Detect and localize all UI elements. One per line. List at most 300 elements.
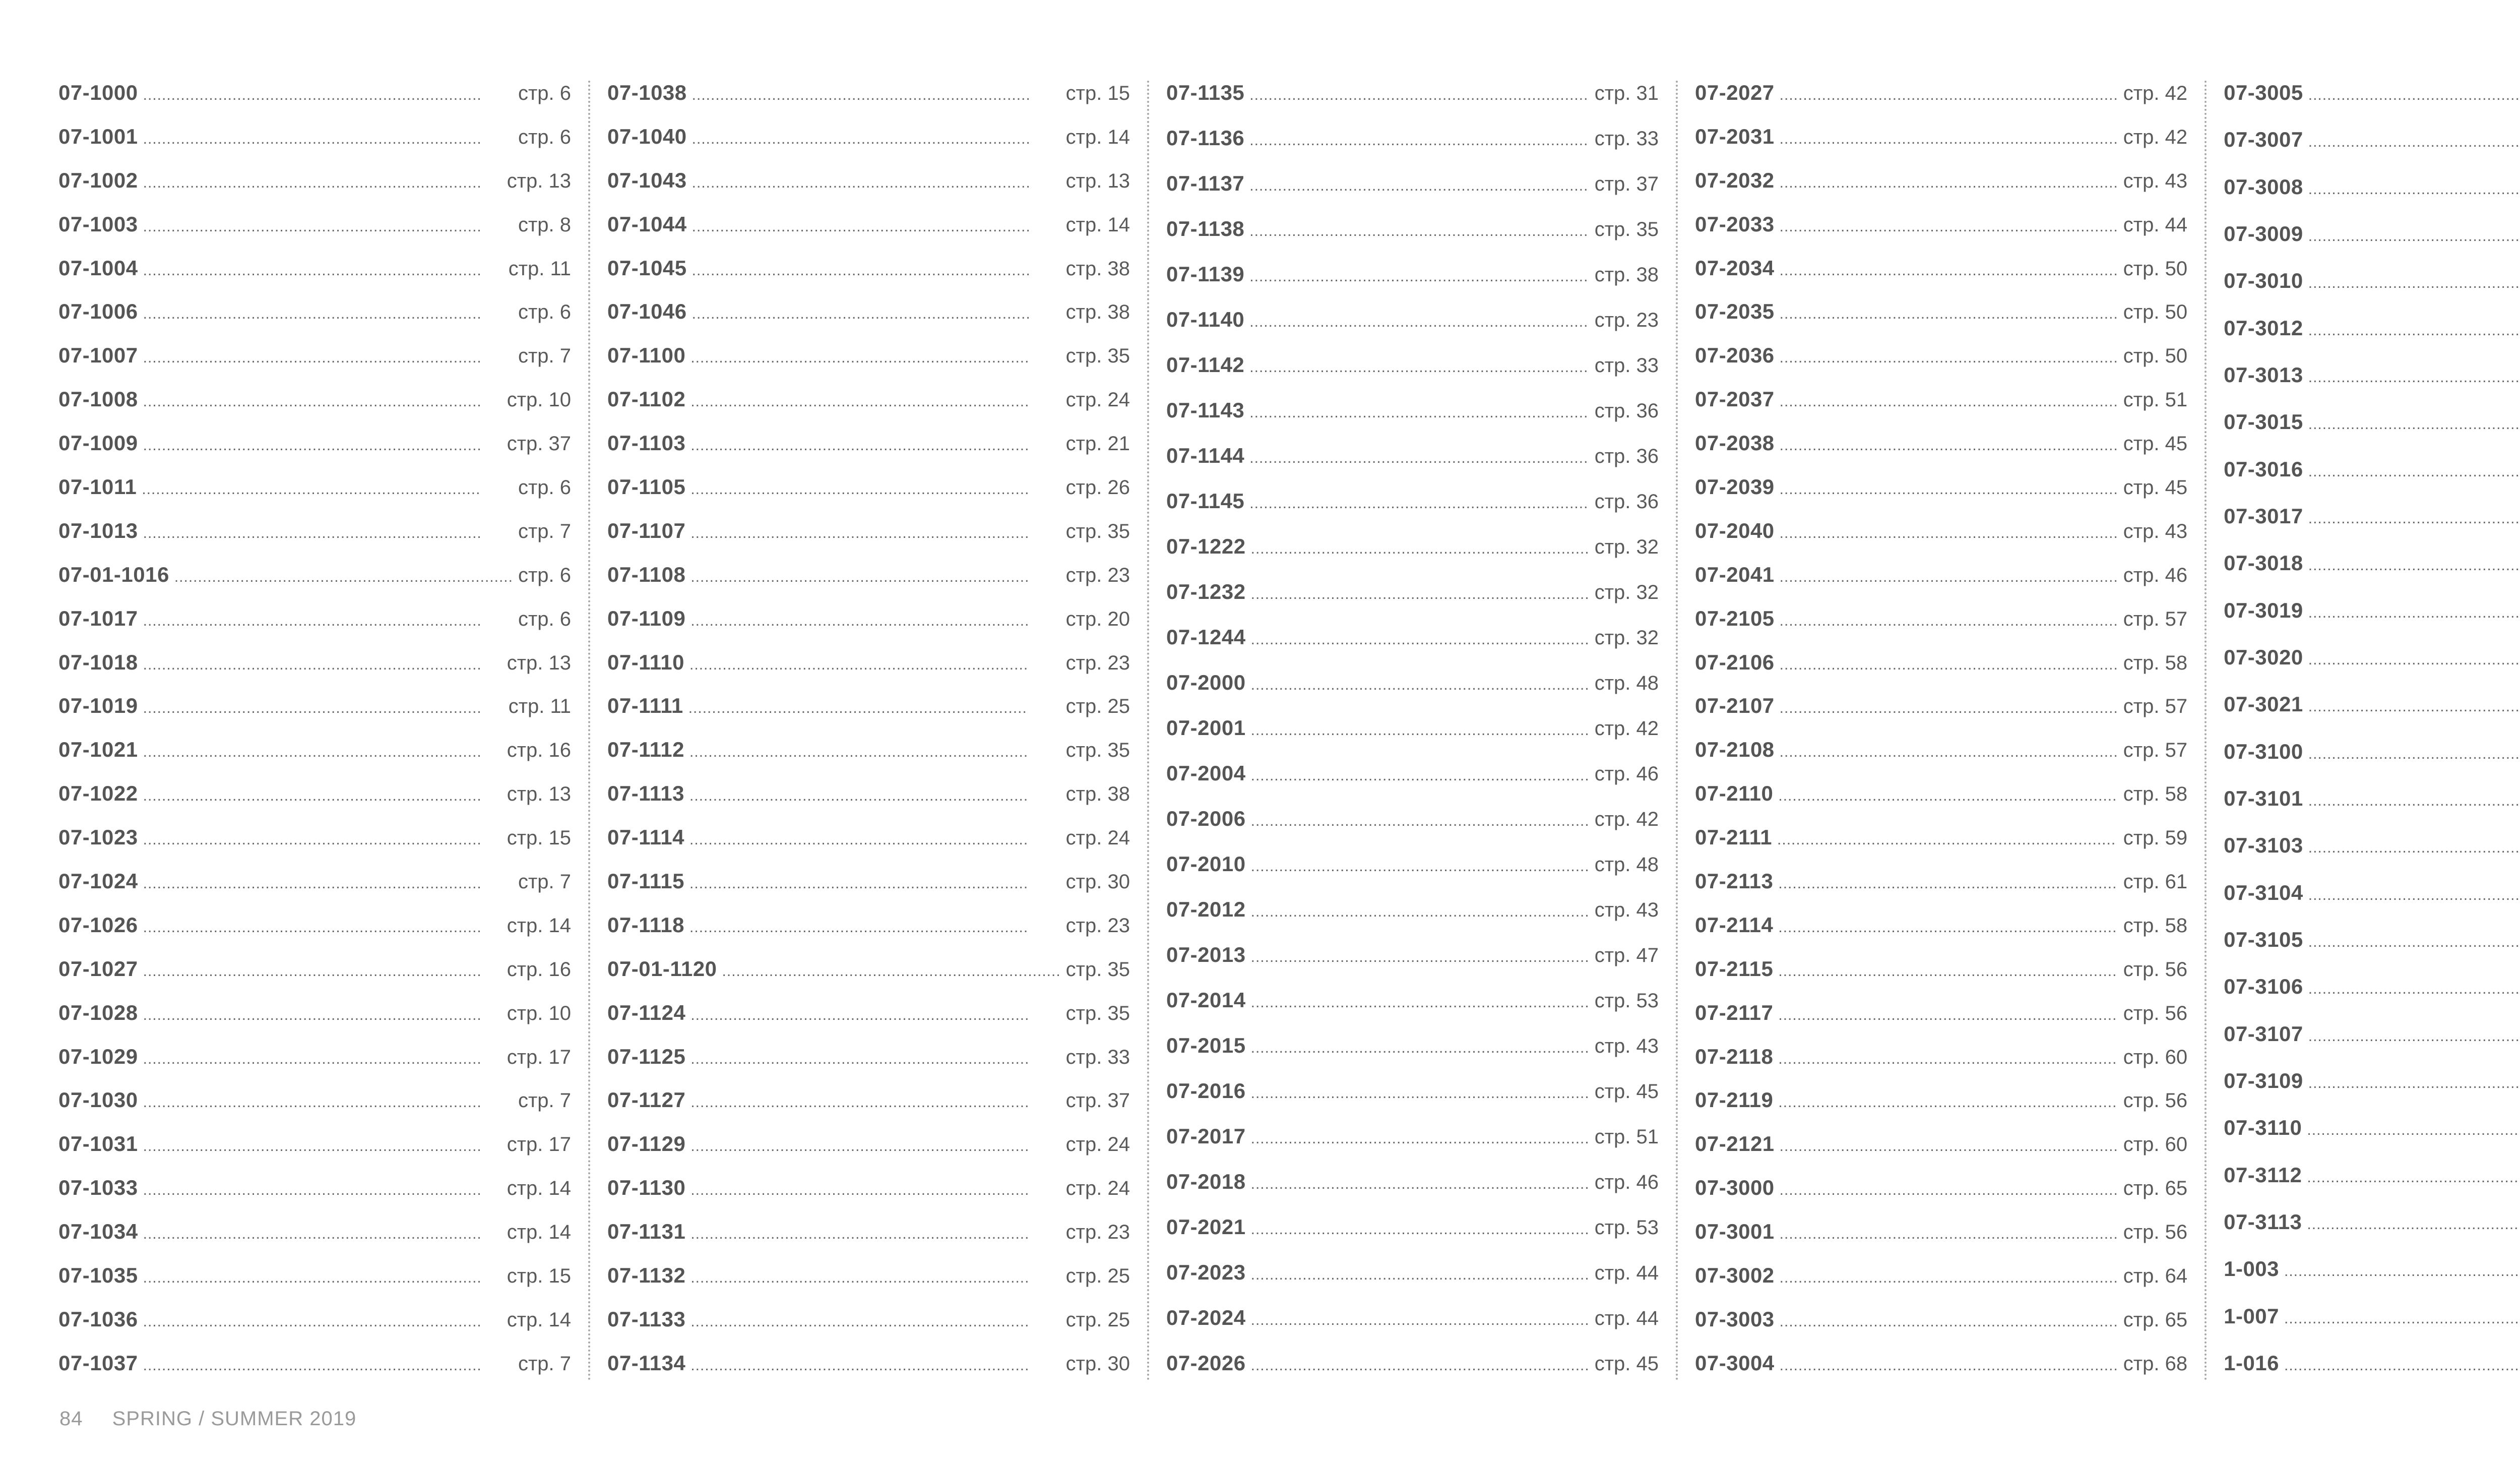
page-reference: стр. 35 <box>1065 345 1130 368</box>
article-code: 07-3105 <box>2224 927 2303 951</box>
dot-leader <box>690 1007 1060 1024</box>
page-reference: стр. 50 <box>2123 301 2188 324</box>
index-entry <box>1695 563 2187 593</box>
dot-leader <box>143 963 502 980</box>
page-reference: стр. 44 <box>1594 1307 1659 1329</box>
dot-leader <box>2308 463 2520 480</box>
dot-leader <box>143 700 503 717</box>
article-code: 07-1103 <box>607 431 686 455</box>
page-reference: стр. 24 <box>1065 1177 1130 1200</box>
article-code: 07-3007 <box>2224 128 2303 152</box>
dot-leader <box>1249 314 1589 331</box>
page-reference: стр. 14 <box>507 1177 572 1200</box>
page-reference: стр. 53 <box>1594 990 1659 1012</box>
article-code: 07-2006 <box>1166 807 1246 830</box>
page-reference: стр. 7 <box>518 1352 572 1375</box>
page-reference: стр. 38 <box>1065 783 1130 806</box>
article-code: 07-2010 <box>1166 852 1246 876</box>
index-entry <box>2224 740 2520 770</box>
index-entry <box>58 519 571 549</box>
dot-leader <box>2307 1122 2520 1139</box>
dot-leader <box>1251 994 1590 1011</box>
index-entry <box>1695 957 2187 987</box>
dot-leader <box>1249 404 1589 421</box>
dot-leader <box>1251 1266 1590 1284</box>
dot-leader <box>2308 839 2520 857</box>
index-entry <box>1166 1215 1659 1245</box>
page-reference: стр. 23 <box>1065 564 1130 586</box>
dot-leader <box>1780 656 2118 674</box>
article-code: 07-3110 <box>2224 1116 2302 1140</box>
index-entry <box>1695 1132 2187 1162</box>
index-entry <box>1166 171 1659 202</box>
page-reference: стр. 65 <box>2123 1308 2188 1331</box>
dot-leader <box>1777 831 2118 848</box>
page-reference: стр. 60 <box>2123 1133 2188 1156</box>
index-entry <box>1695 1088 2187 1118</box>
index-entry <box>2224 975 2520 1005</box>
dot-leader <box>1778 787 2118 805</box>
index-column <box>1676 81 2204 1381</box>
index-entry <box>607 212 1130 242</box>
dot-leader <box>1780 700 2118 717</box>
dot-leader <box>1251 1130 1590 1147</box>
index-column <box>58 81 588 1381</box>
article-code: 07-2000 <box>1166 671 1246 694</box>
dot-leader <box>1249 495 1589 512</box>
dot-leader <box>143 525 513 542</box>
article-code: 07-3019 <box>2224 598 2303 622</box>
article-code: 07-1011 <box>58 475 137 499</box>
page-reference: стр. 26 <box>1065 476 1130 499</box>
index-entry <box>58 256 571 286</box>
page-reference: стр. 64 <box>2123 1265 2188 1288</box>
article-code: 07-2113 <box>1695 869 1774 893</box>
dot-leader <box>1249 359 1589 376</box>
dot-leader <box>143 919 502 936</box>
article-code: 07-1024 <box>58 869 138 893</box>
article-code: 07-1134 <box>607 1351 686 1375</box>
index-entry <box>607 650 1130 681</box>
page-reference: стр. 23 <box>1594 309 1659 331</box>
page-reference: стр. 56 <box>2123 1089 2188 1112</box>
page-reference: стр. 15 <box>1065 82 1130 104</box>
dot-leader <box>2308 746 2520 763</box>
dot-leader <box>1251 1085 1590 1102</box>
index-entry <box>607 1263 1130 1294</box>
index-entry <box>1166 852 1659 882</box>
article-code: 07-1037 <box>58 1351 138 1375</box>
article-code: 07-2035 <box>1695 299 1775 324</box>
article-code: 07-3002 <box>1695 1263 1775 1288</box>
page-reference: стр. 57 <box>2123 695 2188 718</box>
dot-leader <box>143 1051 502 1068</box>
page-reference: стр. 20 <box>1065 607 1130 630</box>
dot-leader <box>2308 275 2520 292</box>
article-code: 07-1031 <box>58 1132 138 1156</box>
dot-leader <box>143 1094 513 1111</box>
article-code: 07-1112 <box>607 738 685 762</box>
page-reference: стр. 56 <box>2123 958 2188 981</box>
index-entry <box>1166 126 1659 156</box>
dot-leader <box>1780 306 2118 323</box>
dot-leader <box>1251 767 1590 784</box>
article-code: 07-2117 <box>1695 1000 1774 1024</box>
index-entry <box>58 343 571 374</box>
article-code: 07-3016 <box>2224 457 2303 481</box>
page-reference: стр. 42 <box>1594 717 1659 740</box>
article-code: 07-2106 <box>1695 650 1775 674</box>
page-reference: стр. 6 <box>518 82 572 104</box>
dot-leader <box>690 1313 1060 1330</box>
article-code: 07-1111 <box>607 694 683 718</box>
page-reference: стр. 45 <box>2123 476 2188 499</box>
page-reference: стр. 6 <box>518 607 572 630</box>
article-code: 07-2038 <box>1695 431 1775 455</box>
article-code: 07-1132 <box>607 1263 686 1288</box>
page-reference: стр. 46 <box>1594 763 1659 785</box>
index-entry <box>58 168 571 199</box>
dot-leader <box>1778 919 2118 936</box>
article-code: 07-3003 <box>1695 1307 1775 1331</box>
article-code: 07-2037 <box>1695 387 1775 411</box>
article-code: 07-2118 <box>1695 1044 1774 1068</box>
index-entry <box>2224 1069 2520 1099</box>
page-reference: стр. 33 <box>1594 128 1659 150</box>
page-reference: стр. 60 <box>2123 1046 2188 1068</box>
dot-leader <box>690 393 1060 410</box>
dot-leader <box>690 1269 1060 1287</box>
page-reference: стр. 48 <box>1594 854 1659 876</box>
product-index <box>58 81 2303 1381</box>
index-entry <box>58 825 571 856</box>
dot-leader <box>1780 744 2118 761</box>
article-code: 07-1113 <box>607 781 685 806</box>
index-entry <box>58 1132 571 1162</box>
index-column <box>2204 81 2520 1381</box>
article-code: 07-2017 <box>1166 1124 1246 1148</box>
page-reference: стр. 14 <box>507 914 572 937</box>
page-reference: стр. 37 <box>1065 1089 1130 1112</box>
page-reference: стр. 30 <box>1065 1352 1130 1375</box>
index-entry <box>1695 475 2187 505</box>
article-code: 07-2016 <box>1166 1079 1246 1103</box>
dot-leader <box>1780 525 2118 542</box>
page-reference: стр. 7 <box>518 1089 572 1112</box>
catalog-title: SPRING / SUMMER 2019 <box>112 1408 357 1430</box>
page-reference: стр. 15 <box>507 827 572 849</box>
page-reference: стр. 32 <box>1594 536 1659 558</box>
page-reference: стр. 45 <box>1594 1353 1659 1375</box>
article-code: 07-1244 <box>1166 625 1246 649</box>
index-entry <box>607 299 1130 330</box>
article-code: 07-3015 <box>2224 410 2303 434</box>
dot-leader <box>690 1226 1060 1243</box>
dot-leader <box>2308 87 2520 104</box>
page-reference: стр. 7 <box>518 345 572 368</box>
page-reference: стр. 35 <box>1065 520 1130 542</box>
article-code: 07-2031 <box>1695 124 1775 148</box>
article-code: 07-1135 <box>1166 81 1245 104</box>
dot-leader <box>692 262 1061 279</box>
article-code: 07-1043 <box>607 168 687 192</box>
page-reference: стр. 14 <box>1065 213 1130 236</box>
dot-leader <box>143 875 513 892</box>
article-code: 07-2041 <box>1695 562 1775 586</box>
dot-leader <box>1780 87 2118 104</box>
index-entry <box>1695 343 2187 374</box>
page-reference: стр. 13 <box>507 783 572 806</box>
index-entry <box>1166 943 1659 973</box>
article-code: 07-3113 <box>2224 1209 2302 1234</box>
index-entry <box>58 563 571 593</box>
dot-leader <box>2308 369 2520 386</box>
page-reference: стр. 43 <box>2123 520 2188 542</box>
article-code: 07-1004 <box>58 256 138 280</box>
page-reference: стр. 13 <box>507 651 572 674</box>
article-code: 07-1100 <box>607 343 686 368</box>
index-entry <box>607 738 1130 768</box>
index-entry <box>1695 825 2187 856</box>
page-reference: стр. 42 <box>1594 808 1659 830</box>
page-reference: стр. 32 <box>1594 581 1659 603</box>
index-entry <box>2224 1022 2520 1052</box>
dot-leader <box>143 174 502 192</box>
index-entry <box>607 1132 1130 1162</box>
index-entry <box>1166 1260 1659 1291</box>
index-entry <box>1166 807 1659 837</box>
dot-leader <box>142 481 513 498</box>
dot-leader <box>692 306 1061 323</box>
page-reference: стр. 53 <box>1594 1217 1659 1239</box>
index-entry <box>607 825 1130 856</box>
index-entry <box>2224 410 2520 440</box>
index-entry <box>2224 645 2520 676</box>
dot-leader <box>1780 1138 2118 1155</box>
article-code: 07-1137 <box>1166 171 1245 195</box>
page-reference: стр. 11 <box>508 257 572 280</box>
index-entry <box>2224 457 2520 488</box>
dot-leader <box>2284 1263 2520 1280</box>
article-code: 07-3106 <box>2224 975 2303 999</box>
dot-leader <box>143 1007 502 1024</box>
index-entry <box>58 650 571 681</box>
page-reference: стр. 45 <box>2123 433 2188 455</box>
index-entry <box>58 1176 571 1206</box>
dot-leader <box>722 963 1061 980</box>
page-reference: стр. 43 <box>1594 1035 1659 1057</box>
dot-leader <box>2308 416 2520 433</box>
dot-leader <box>1778 1007 2118 1024</box>
article-code: 07-1026 <box>58 913 138 937</box>
index-entry <box>1166 489 1659 519</box>
article-code: 07-1003 <box>58 212 138 236</box>
article-code: 07-1002 <box>58 168 138 192</box>
article-code: 07-1022 <box>58 781 138 806</box>
dot-leader <box>2308 228 2520 245</box>
dot-leader <box>143 1226 502 1243</box>
dot-leader <box>1778 1094 2118 1111</box>
index-entry <box>607 387 1130 417</box>
article-code: 07-3101 <box>2224 786 2303 810</box>
index-entry <box>58 1001 571 1031</box>
index-entry <box>1166 534 1659 565</box>
page-reference: стр. 23 <box>1065 1221 1130 1244</box>
page-reference: стр. 59 <box>2123 827 2188 849</box>
page-reference: стр. 6 <box>518 126 572 148</box>
index-entry <box>1166 625 1659 655</box>
index-entry <box>1166 897 1659 928</box>
index-entry <box>607 519 1130 549</box>
article-code: 07-2036 <box>1695 343 1775 368</box>
page-reference: стр. 10 <box>507 1002 572 1024</box>
article-code: 07-1115 <box>607 869 685 893</box>
dot-leader <box>143 393 502 410</box>
index-entry <box>2224 504 2520 534</box>
page-reference: стр. 38 <box>1065 257 1130 280</box>
dot-leader <box>1780 1226 2118 1243</box>
index-entry <box>2224 1257 2520 1287</box>
index-entry <box>607 81 1130 111</box>
index-entry <box>58 1045 571 1075</box>
dot-leader <box>1249 132 1589 149</box>
article-code: 07-2107 <box>1695 694 1775 718</box>
dot-leader <box>1251 1221 1590 1238</box>
page-reference: стр. 35 <box>1594 218 1659 240</box>
page-reference: стр. 38 <box>1594 264 1659 286</box>
article-code: 07-2012 <box>1166 897 1246 921</box>
index-entry <box>1166 1034 1659 1064</box>
index-entry <box>58 1088 571 1118</box>
index-entry <box>1695 125 2187 155</box>
article-code: 07-1046 <box>607 299 687 324</box>
index-entry <box>607 1176 1130 1206</box>
index-entry <box>1695 694 2187 724</box>
article-code: 07-2013 <box>1166 943 1246 966</box>
page-reference: стр. 33 <box>1065 1046 1130 1068</box>
dot-leader <box>688 700 1061 717</box>
index-entry <box>1695 606 2187 637</box>
index-entry <box>58 81 571 111</box>
article-code: 07-2108 <box>1695 738 1775 762</box>
page-reference: стр. 48 <box>1594 672 1659 694</box>
article-code: 07-1018 <box>58 650 138 674</box>
index-entry <box>2224 833 2520 864</box>
article-code: 07-1144 <box>1166 444 1245 467</box>
article-code: 07-1133 <box>607 1307 686 1331</box>
article-code: 07-3009 <box>2224 221 2303 246</box>
article-code: 07-2014 <box>1166 988 1246 1012</box>
index-entry <box>1695 81 2187 111</box>
index-entry <box>2224 786 2520 817</box>
article-code: 07-1029 <box>58 1044 138 1068</box>
index-entry <box>1166 716 1659 746</box>
page-reference: стр. 6 <box>518 564 572 586</box>
page-reference: стр. 16 <box>507 958 572 981</box>
page-reference: стр. 25 <box>1065 1265 1130 1288</box>
page-footer <box>59 1408 356 1430</box>
article-code: 07-1008 <box>58 387 138 411</box>
dot-leader <box>1251 1040 1590 1057</box>
dot-leader <box>2308 604 2520 622</box>
index-entry <box>607 913 1130 943</box>
index-entry <box>58 125 571 155</box>
dot-leader <box>690 1182 1060 1199</box>
index-entry <box>2224 269 2520 299</box>
article-code: 07-1222 <box>1166 534 1246 558</box>
page-reference: стр. 51 <box>2123 389 2188 411</box>
article-code: 07-1102 <box>607 387 686 411</box>
index-entry <box>1166 308 1659 338</box>
article-code: 1-007 <box>2224 1304 2280 1328</box>
article-code: 07-1021 <box>58 738 138 762</box>
index-entry <box>1695 1307 2187 1338</box>
page-reference: стр. 30 <box>1065 871 1130 893</box>
index-entry <box>1695 1001 2187 1031</box>
article-code: 07-1017 <box>58 606 138 630</box>
page-reference: стр. 24 <box>1065 827 1130 849</box>
index-entry <box>2224 222 2520 252</box>
index-entry <box>2224 175 2520 205</box>
article-code: 07-1013 <box>58 518 138 542</box>
index-entry <box>58 1220 571 1250</box>
dot-leader <box>690 349 1060 367</box>
dot-leader <box>143 831 502 848</box>
index-entry <box>607 1088 1130 1118</box>
index-entry <box>58 694 571 724</box>
article-code: 07-3103 <box>2224 833 2303 858</box>
article-code: 07-3010 <box>2224 269 2303 293</box>
page-reference: стр. 38 <box>1065 301 1130 324</box>
article-code: 07-1006 <box>58 299 138 324</box>
article-code: 07-3020 <box>2224 645 2303 669</box>
index-entry <box>2224 1210 2520 1240</box>
dot-leader <box>1780 131 2118 148</box>
index-entry <box>1166 1351 1659 1381</box>
index-entry <box>58 1351 571 1381</box>
page-reference: стр. 24 <box>1065 1133 1130 1156</box>
dot-leader <box>174 569 513 586</box>
dot-leader <box>690 1094 1060 1111</box>
index-entry <box>58 475 571 505</box>
article-code: 07-2027 <box>1695 81 1775 104</box>
article-code: 07-1105 <box>607 475 686 499</box>
page-reference: стр. 43 <box>1594 899 1659 921</box>
page-reference: стр. 25 <box>1065 1308 1130 1331</box>
dot-leader <box>2308 981 2520 998</box>
article-code: 07-1138 <box>1166 217 1245 240</box>
index-entry <box>1695 256 2187 286</box>
dot-leader <box>1251 1176 1590 1193</box>
index-entry <box>2224 551 2520 581</box>
article-code: 07-1028 <box>58 1000 138 1024</box>
article-code: 07-1129 <box>607 1132 686 1156</box>
article-code: 07-3109 <box>2224 1068 2303 1092</box>
dot-leader <box>2308 698 2520 715</box>
article-code: 1-003 <box>2224 1257 2280 1281</box>
article-code: 07-2034 <box>1695 256 1775 280</box>
article-code: 07-2018 <box>1166 1170 1246 1193</box>
article-code: 07-2026 <box>1166 1351 1246 1375</box>
article-code: 07-1125 <box>607 1044 686 1068</box>
index-entry <box>607 1307 1130 1338</box>
article-code: 07-1130 <box>607 1176 686 1200</box>
index-entry <box>1695 1176 2187 1206</box>
dot-leader <box>143 1357 513 1374</box>
dot-leader <box>1780 1269 2118 1287</box>
page-reference: стр. 36 <box>1594 400 1659 422</box>
article-code: 07-3013 <box>2224 362 2303 387</box>
